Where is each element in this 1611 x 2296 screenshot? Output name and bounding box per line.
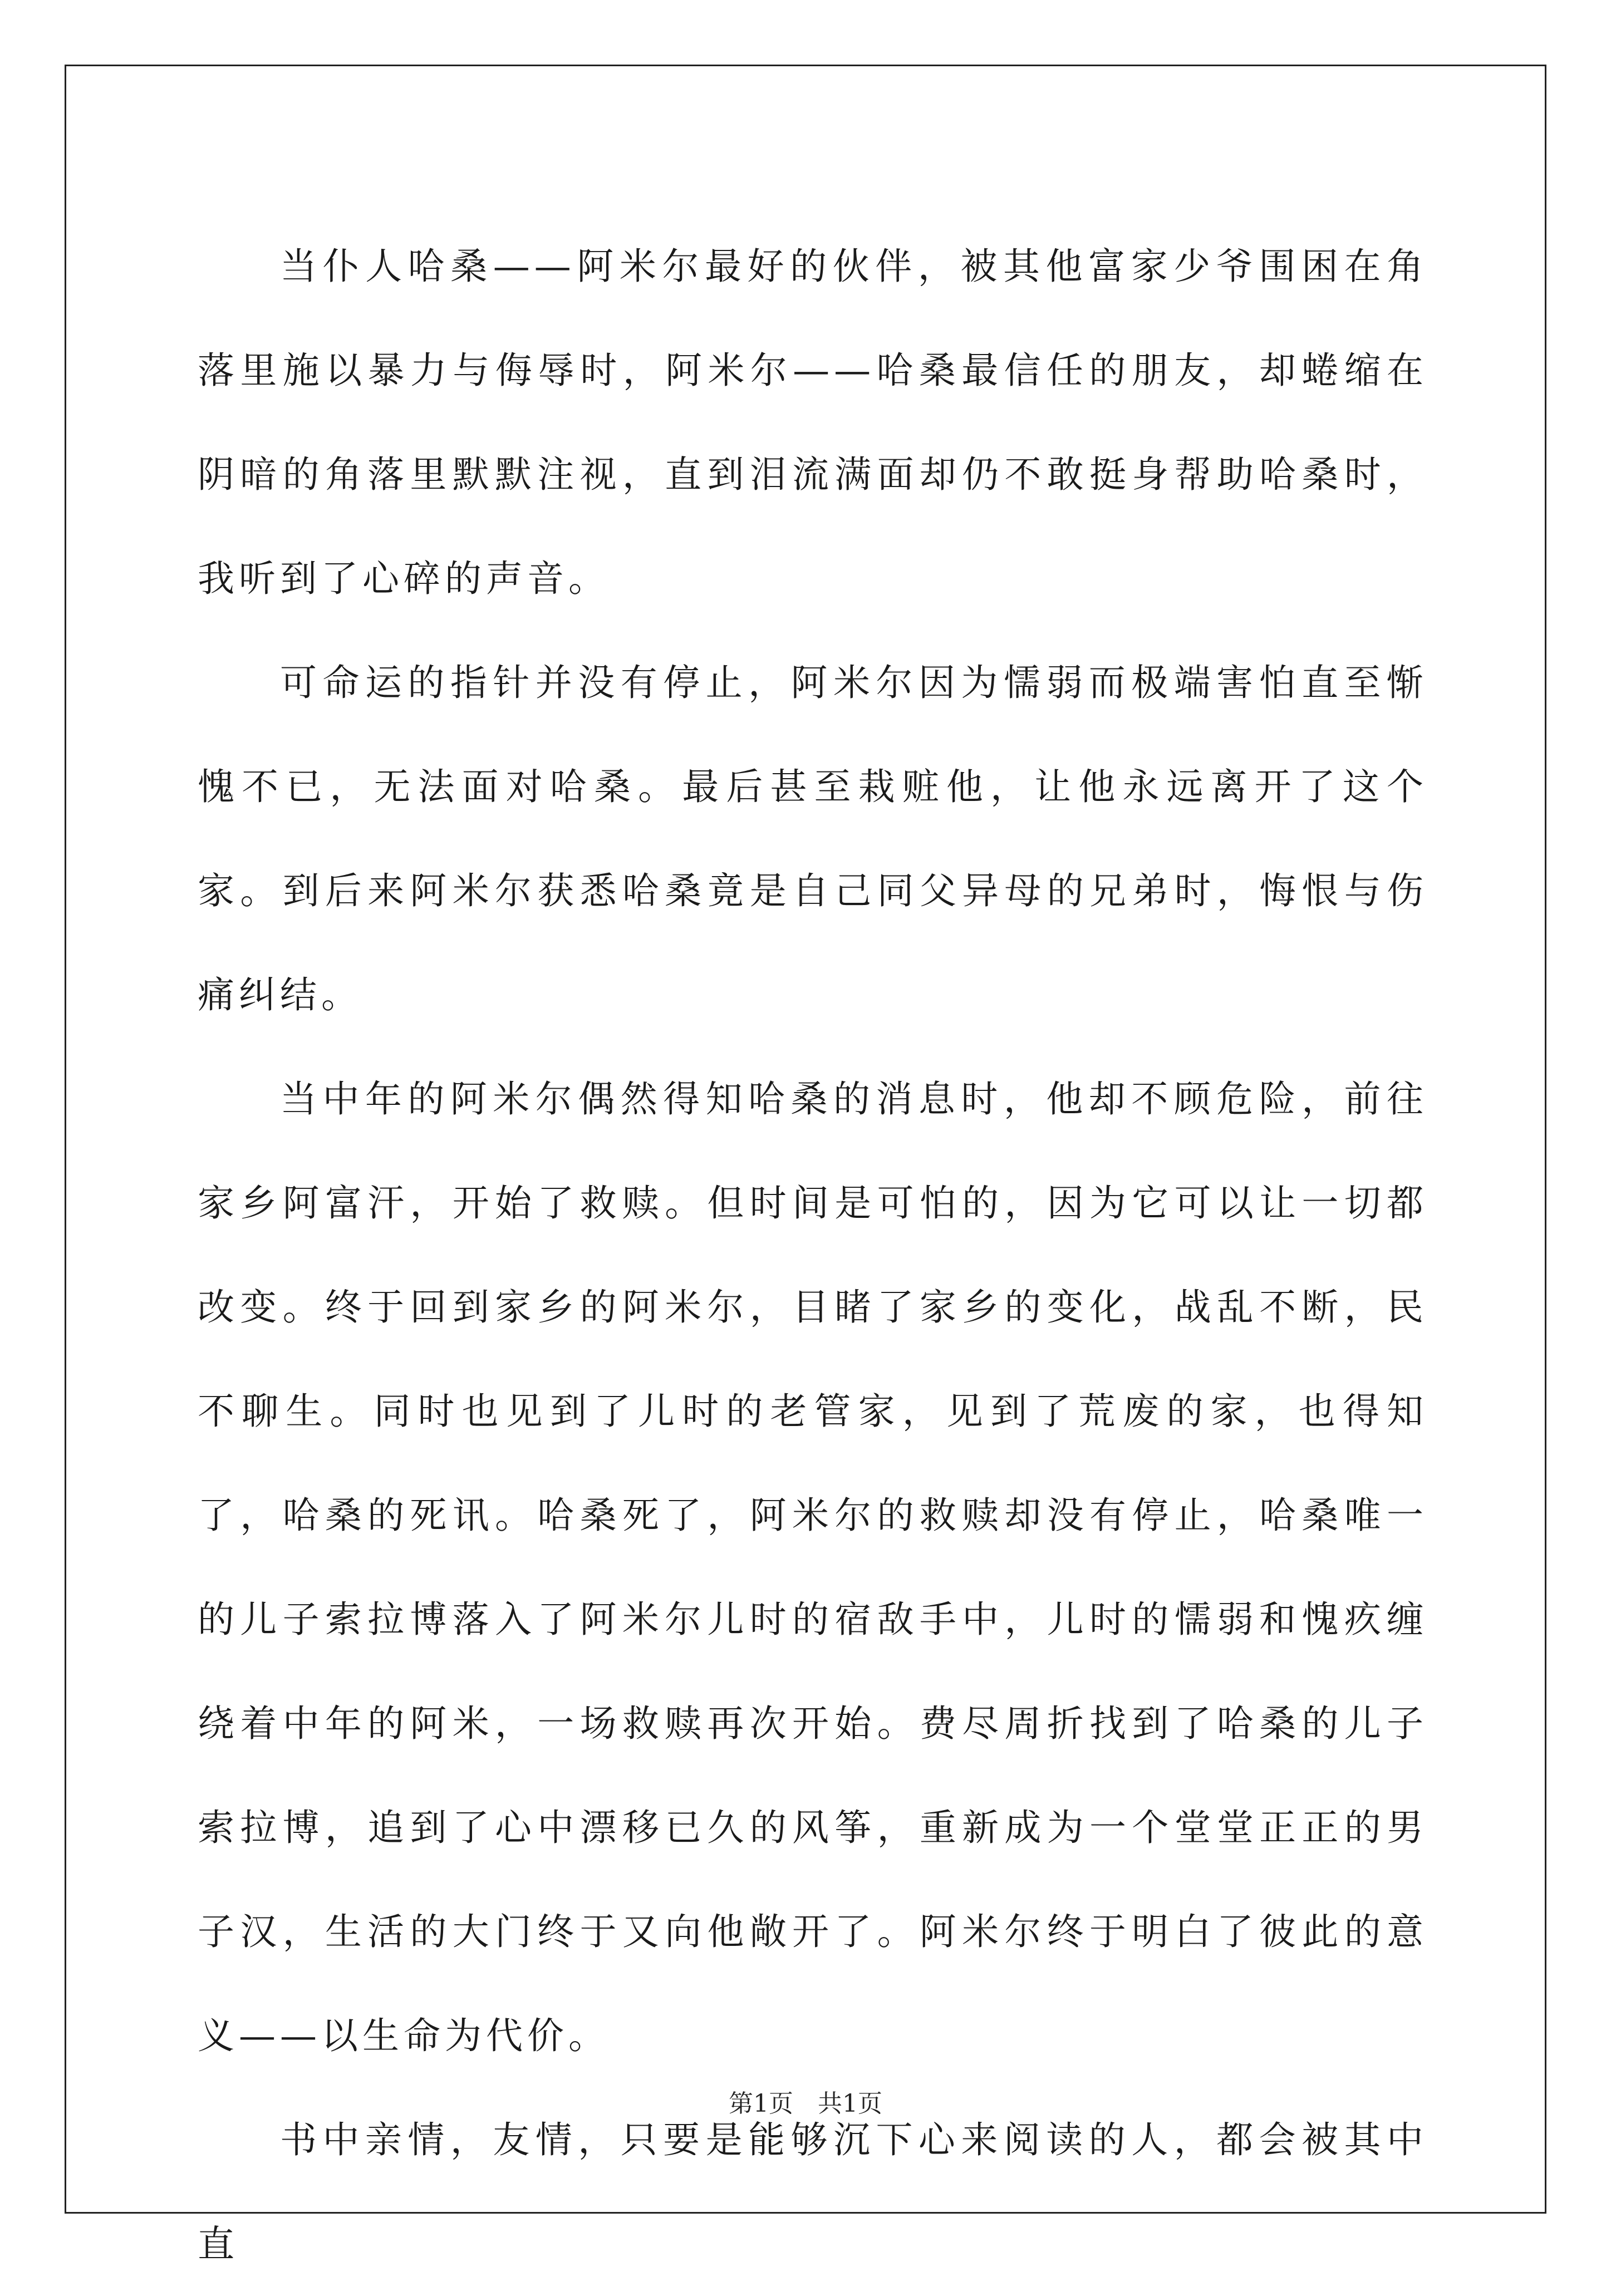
document-body xyxy=(198,214,1428,2296)
page-footer: 第1页 共1页 xyxy=(729,2089,882,2118)
paragraph: 书中亲情，友情，只要是能够沉下心来阅读的人，都会被其中直 xyxy=(198,2118,1428,2265)
paragraph: 当中年的阿米尔偶然得知哈桑的消息时，他却不顾危险，前往家乡阿富汗，开始了救赎。但时间是可怕的，因为它可以让一切都改变。终于回到家乡的阿米尔，目睹了家乡的变化，战乱不断，民不聊生。同时也见到了儿时的老管家，见到了荒废的家，也得知了，哈桑的死讯。哈桑死了，阿米尔的救赎却没有停止，哈桑唯一的儿子索拉博落入了阿米尔儿时的宿敌手中，儿时的懦弱和愧疚缠绕着中年的阿米，一场救赎再次开始。费尽周折找到了哈桑的儿子索拉博，追到了心中漂移已久的风筝，重新成为一个堂堂正正的男子汉，生活的大门终于又向他敞开了。阿米尔终于明白了彼此的意义——以生命为代价。 xyxy=(198,1078,1428,2057)
paragraph: 可命运的指针并没有停止，阿米尔因为懦弱而极端害怕直至惭愧不已，无法面对哈桑。最后甚至栽赃他，让他永远离开了这个家。到后来阿米尔获悉哈桑竟是自己同父异母的兄弟时，悔恨与伤痛纠结。 xyxy=(198,661,1428,1016)
paragraph: 当仆人哈桑——阿米尔最好的伙伴，被其他富家少爷围困在角落里施以暴力与侮辱时，阿米尔——哈桑最信任的朋友，却蜷缩在阴暗的角落里默默注视，直到泪流满面却仍不敢挺身帮助哈桑时，我听到了心碎的声音。 xyxy=(198,245,1428,600)
